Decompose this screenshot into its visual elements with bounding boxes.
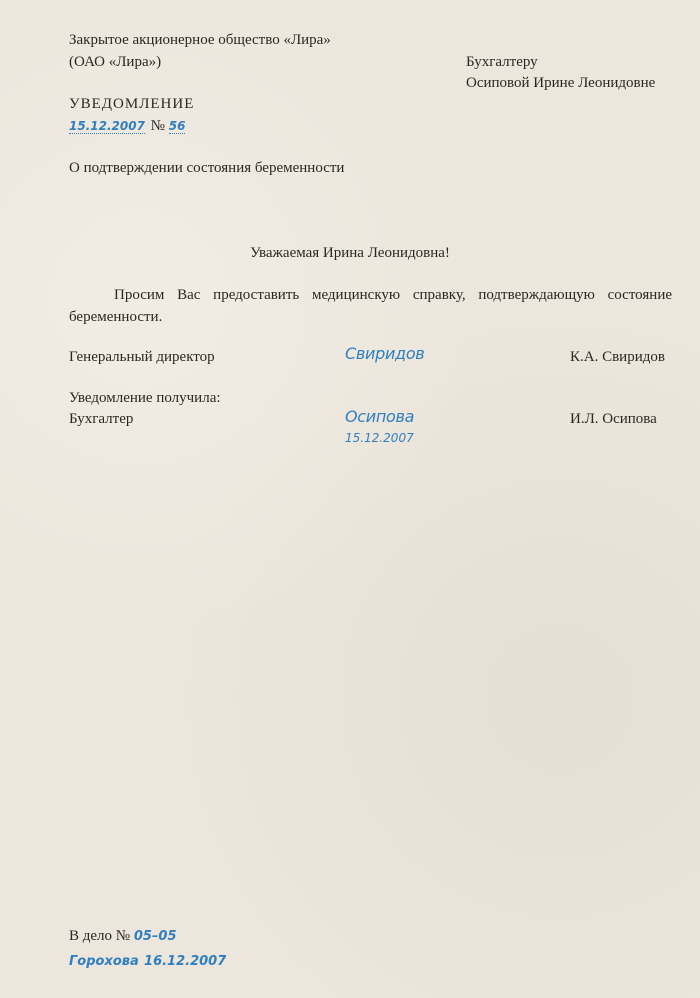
filed-by: Горохова — [69, 954, 139, 969]
director-name: К.А. Свиридов — [570, 349, 665, 365]
document-date-number — [69, 116, 185, 136]
document-number: 56 — [168, 119, 186, 133]
director-signature: Свиридов — [345, 344, 425, 363]
filed-by-note — [69, 951, 226, 972]
recipient-name: Осиповой Ирине Леонидовне — [466, 75, 656, 91]
recipient-position: Бухгалтеру — [466, 54, 538, 70]
document-date: 15.12.2007 — [69, 119, 145, 133]
greeting: Уважаемая Ирина Леонидовна! — [250, 245, 450, 261]
received-label: Уведомление получила: — [69, 390, 221, 406]
org-name: Закрытое акционерное общество «Лира» — [69, 32, 331, 48]
accountant-sign-date: 15.12.2007 — [345, 431, 414, 445]
accountant-signature: Осипова — [345, 407, 415, 426]
filed-date: 16.12.2007 — [144, 954, 227, 969]
director-position: Генеральный директор — [69, 349, 215, 365]
number-label: № — [150, 118, 165, 134]
accountant-name: И.Л. Осипова — [570, 411, 657, 427]
file-label: В дело № — [69, 928, 131, 944]
document-title: УВЕДОМЛЕНИЕ — [69, 96, 195, 112]
document-subject: О подтверждении состояния беременности — [69, 160, 345, 176]
accountant-position: Бухгалтер — [69, 411, 134, 427]
file-note — [69, 926, 177, 947]
org-short-name: (ОАО «Лира») — [69, 54, 162, 70]
body-text: Просим Вас предоставить медицинскую справку, подтверждающую состояние беременности. — [69, 287, 672, 325]
file-number: 05–05 — [133, 929, 177, 944]
